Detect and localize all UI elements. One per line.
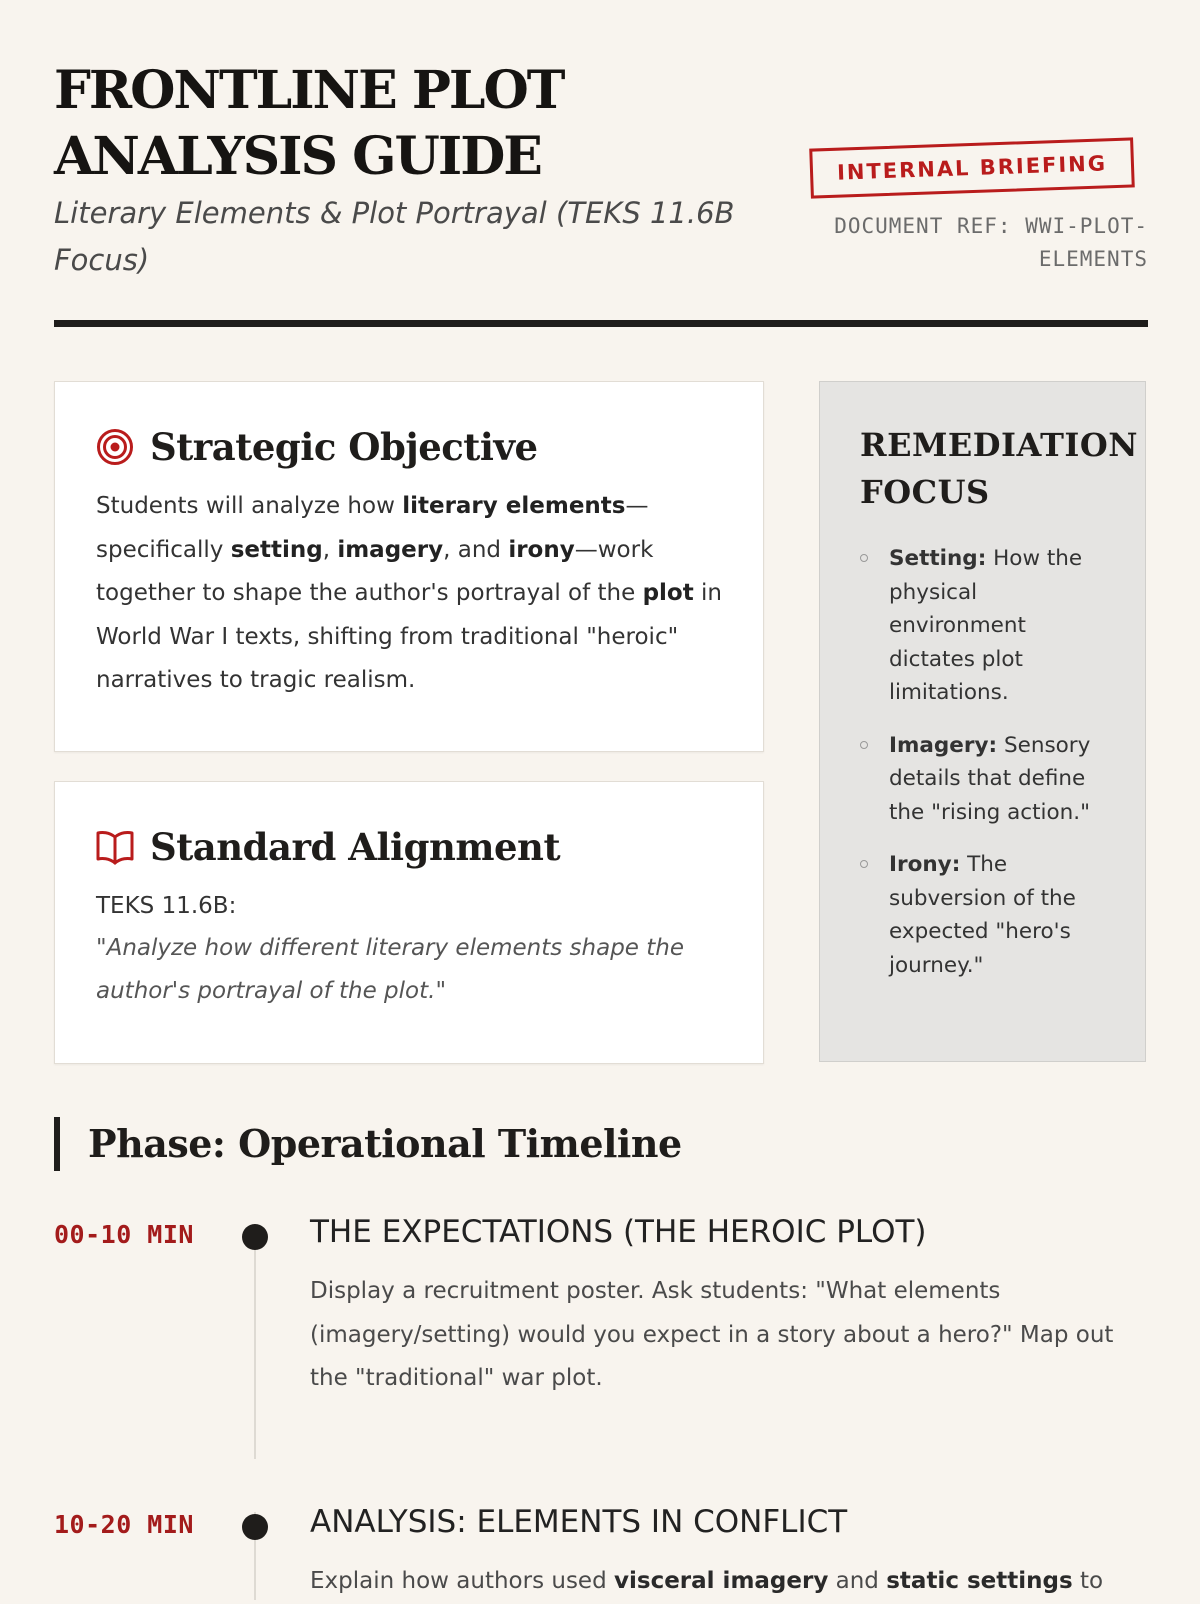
remediation-term: Imagery:: [889, 732, 998, 758]
doc-ref-line-1: DOCUMENT REF: WWI-PLOT-: [834, 214, 1148, 238]
header-divider: [54, 320, 1148, 327]
body-text: , and: [443, 536, 509, 563]
body-text: Display a recruitment poster. Ask students: "What elements (imagery/setting) would you expect in a story about a hero?" Map out the "traditional" war plot.: [310, 1278, 1114, 1391]
standard-code: TEKS 11.6B:: [96, 893, 237, 919]
timeline-entry-description: [310, 1560, 1140, 1604]
remediation-item-irony: [860, 848, 1109, 982]
strategic-objective-card: [54, 381, 764, 752]
objective-heading: Strategic Objective: [150, 425, 538, 469]
emphasis-text: irony: [508, 536, 575, 563]
timeline-heading: Phase: Operational Timeline: [88, 1121, 682, 1166]
title-line-1: FRONTLINE PLOT: [54, 60, 564, 121]
body-text: and: [828, 1568, 887, 1594]
timeline-time: 10-20 MIN: [54, 1510, 194, 1539]
objective-card-header: [96, 425, 723, 469]
body-text: ,: [322, 536, 338, 563]
page-title: [54, 58, 794, 190]
page-subtitle: Literary Elements & Plot Portrayal (TEKS 11.6B Focus): [54, 196, 735, 277]
timeline-dot: [242, 1514, 268, 1540]
remediation-heading: REMEDIATION FOCUS: [860, 426, 1138, 511]
body-text: —work together to shape the author's portrayal of the: [96, 536, 654, 606]
remediation-list: [860, 542, 1109, 982]
emphasis-text: static settings: [886, 1568, 1073, 1594]
remediation-text: Sensory details that define the "rising action.": [889, 732, 1091, 825]
emphasis-text: visceral imagery: [614, 1568, 829, 1594]
timeline-time: 00-10 MIN: [54, 1220, 194, 1249]
timeline-entry-description: [310, 1270, 1140, 1401]
phase-section-heading: [54, 1117, 682, 1171]
timeline-dot: [242, 1224, 268, 1250]
doc-ref-line-2: ELEMENTS: [1038, 247, 1148, 271]
objective-text: [96, 485, 723, 703]
remediation-item-imagery: [860, 729, 1109, 830]
bullet-icon: [860, 554, 868, 562]
remediation-term: Setting:: [889, 546, 987, 571]
remediation-focus-panel: [819, 381, 1146, 1062]
timeline-line: [254, 1225, 256, 1459]
body-text: Students will analyze how: [96, 493, 403, 519]
body-text: in World War I texts, shifting from traditional "heroic" narratives to tragic realism.: [96, 580, 723, 693]
remediation-item-setting: [860, 542, 1109, 710]
standard-heading: Standard Alignment: [150, 825, 561, 869]
body-text: to: [1072, 1568, 1104, 1594]
bullet-icon: [860, 860, 868, 868]
document-ref: [818, 210, 1148, 276]
document-header: [54, 58, 1148, 284]
emphasis-text: imagery: [337, 536, 444, 563]
remediation-term: Irony:: [889, 852, 961, 877]
emphasis-text: literary elements: [402, 493, 626, 519]
book-icon: [96, 829, 134, 865]
timeline-entry-title: THE EXPECTATIONS (THE HEROIC PLOT): [310, 1214, 927, 1250]
timeline-entry-title: ANALYSIS: ELEMENTS IN CONFLICT: [310, 1504, 848, 1540]
emphasis-text: plot: [642, 580, 694, 606]
remediation-text: How the physical environment dictates plot limitations.: [889, 546, 1083, 705]
target-icon: [96, 428, 134, 466]
internal-briefing-stamp: INTERNAL BRIEFING: [809, 137, 1135, 198]
standard-quote: "Analyze how different literary elements shape the author's portrayal of the plot.": [96, 935, 685, 1004]
title-line-2: ANALYSIS GUIDE: [54, 126, 541, 187]
standard-alignment-card: [54, 781, 764, 1064]
body-text: —specifically: [96, 493, 649, 563]
standard-card-header: [96, 825, 723, 869]
bullet-icon: [860, 741, 868, 749]
remediation-text: The subversion of the expected "hero's journey.": [889, 852, 1076, 978]
emphasis-text: setting: [230, 536, 323, 563]
body-text: Explain how authors used: [310, 1568, 614, 1594]
